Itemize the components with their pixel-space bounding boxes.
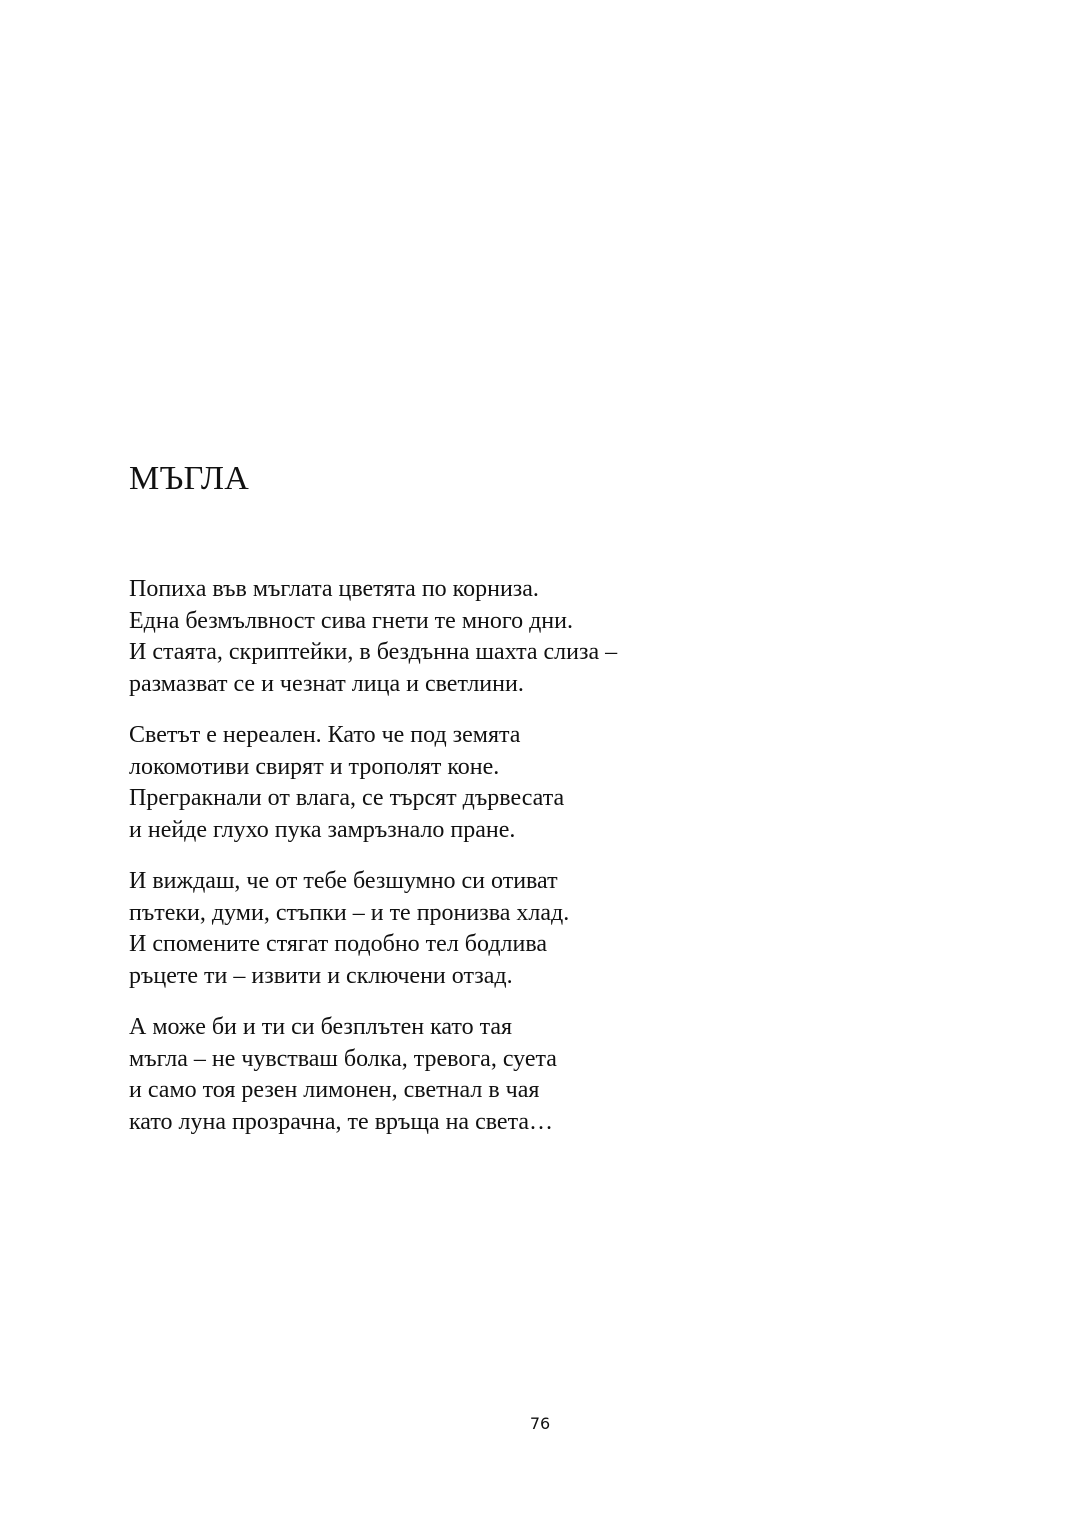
poem-line: И виждаш, че от тебе безшумно си отиват	[129, 868, 558, 894]
poem-line: И спомените стягат подобно тел бодлива	[129, 931, 548, 957]
poem-line: Една безмълвност сива гнети те много дни.	[129, 607, 573, 634]
poem-body	[129, 574, 829, 1158]
poem-line: И стаята, скриптейки, в бездънна шахта слиза –	[129, 639, 618, 665]
poem-line: като луна прозрачна, те връща на света…	[129, 1108, 553, 1135]
stanza	[129, 1012, 829, 1138]
stanza	[129, 720, 829, 846]
stanza	[129, 574, 829, 700]
poem-line: Попиха във мъглата цветята по корниза.	[129, 576, 539, 602]
poem-line: размазват се и чезнат лица и светлини.	[129, 670, 524, 697]
stanza	[129, 866, 829, 992]
poem-line: и само тоя резен лимонен, светнал в чая	[129, 1077, 540, 1103]
page-number: 76	[529, 1414, 551, 1433]
poem-line: и нейде глухо пука замръзнало пране.	[129, 816, 516, 843]
poem-line: Светът е нереален. Като че под земята	[129, 722, 521, 748]
poem-title: МЪГЛА	[129, 460, 249, 497]
poem-line: пътеки, думи, стъпки – и те пронизва хлад.	[129, 899, 570, 926]
poem-line: Прегракнали от влага, се търсят дървесата	[129, 785, 565, 811]
poem-line: А може би и ти си безплътен като тая	[129, 1014, 513, 1040]
poem-line: ръцете ти – извити и сключени отзад.	[129, 962, 513, 989]
poem-line: локомотиви свирят и трополят коне.	[129, 753, 500, 780]
poem-line: мъгла – не чувстваш болка, тревога, суета	[129, 1045, 557, 1072]
